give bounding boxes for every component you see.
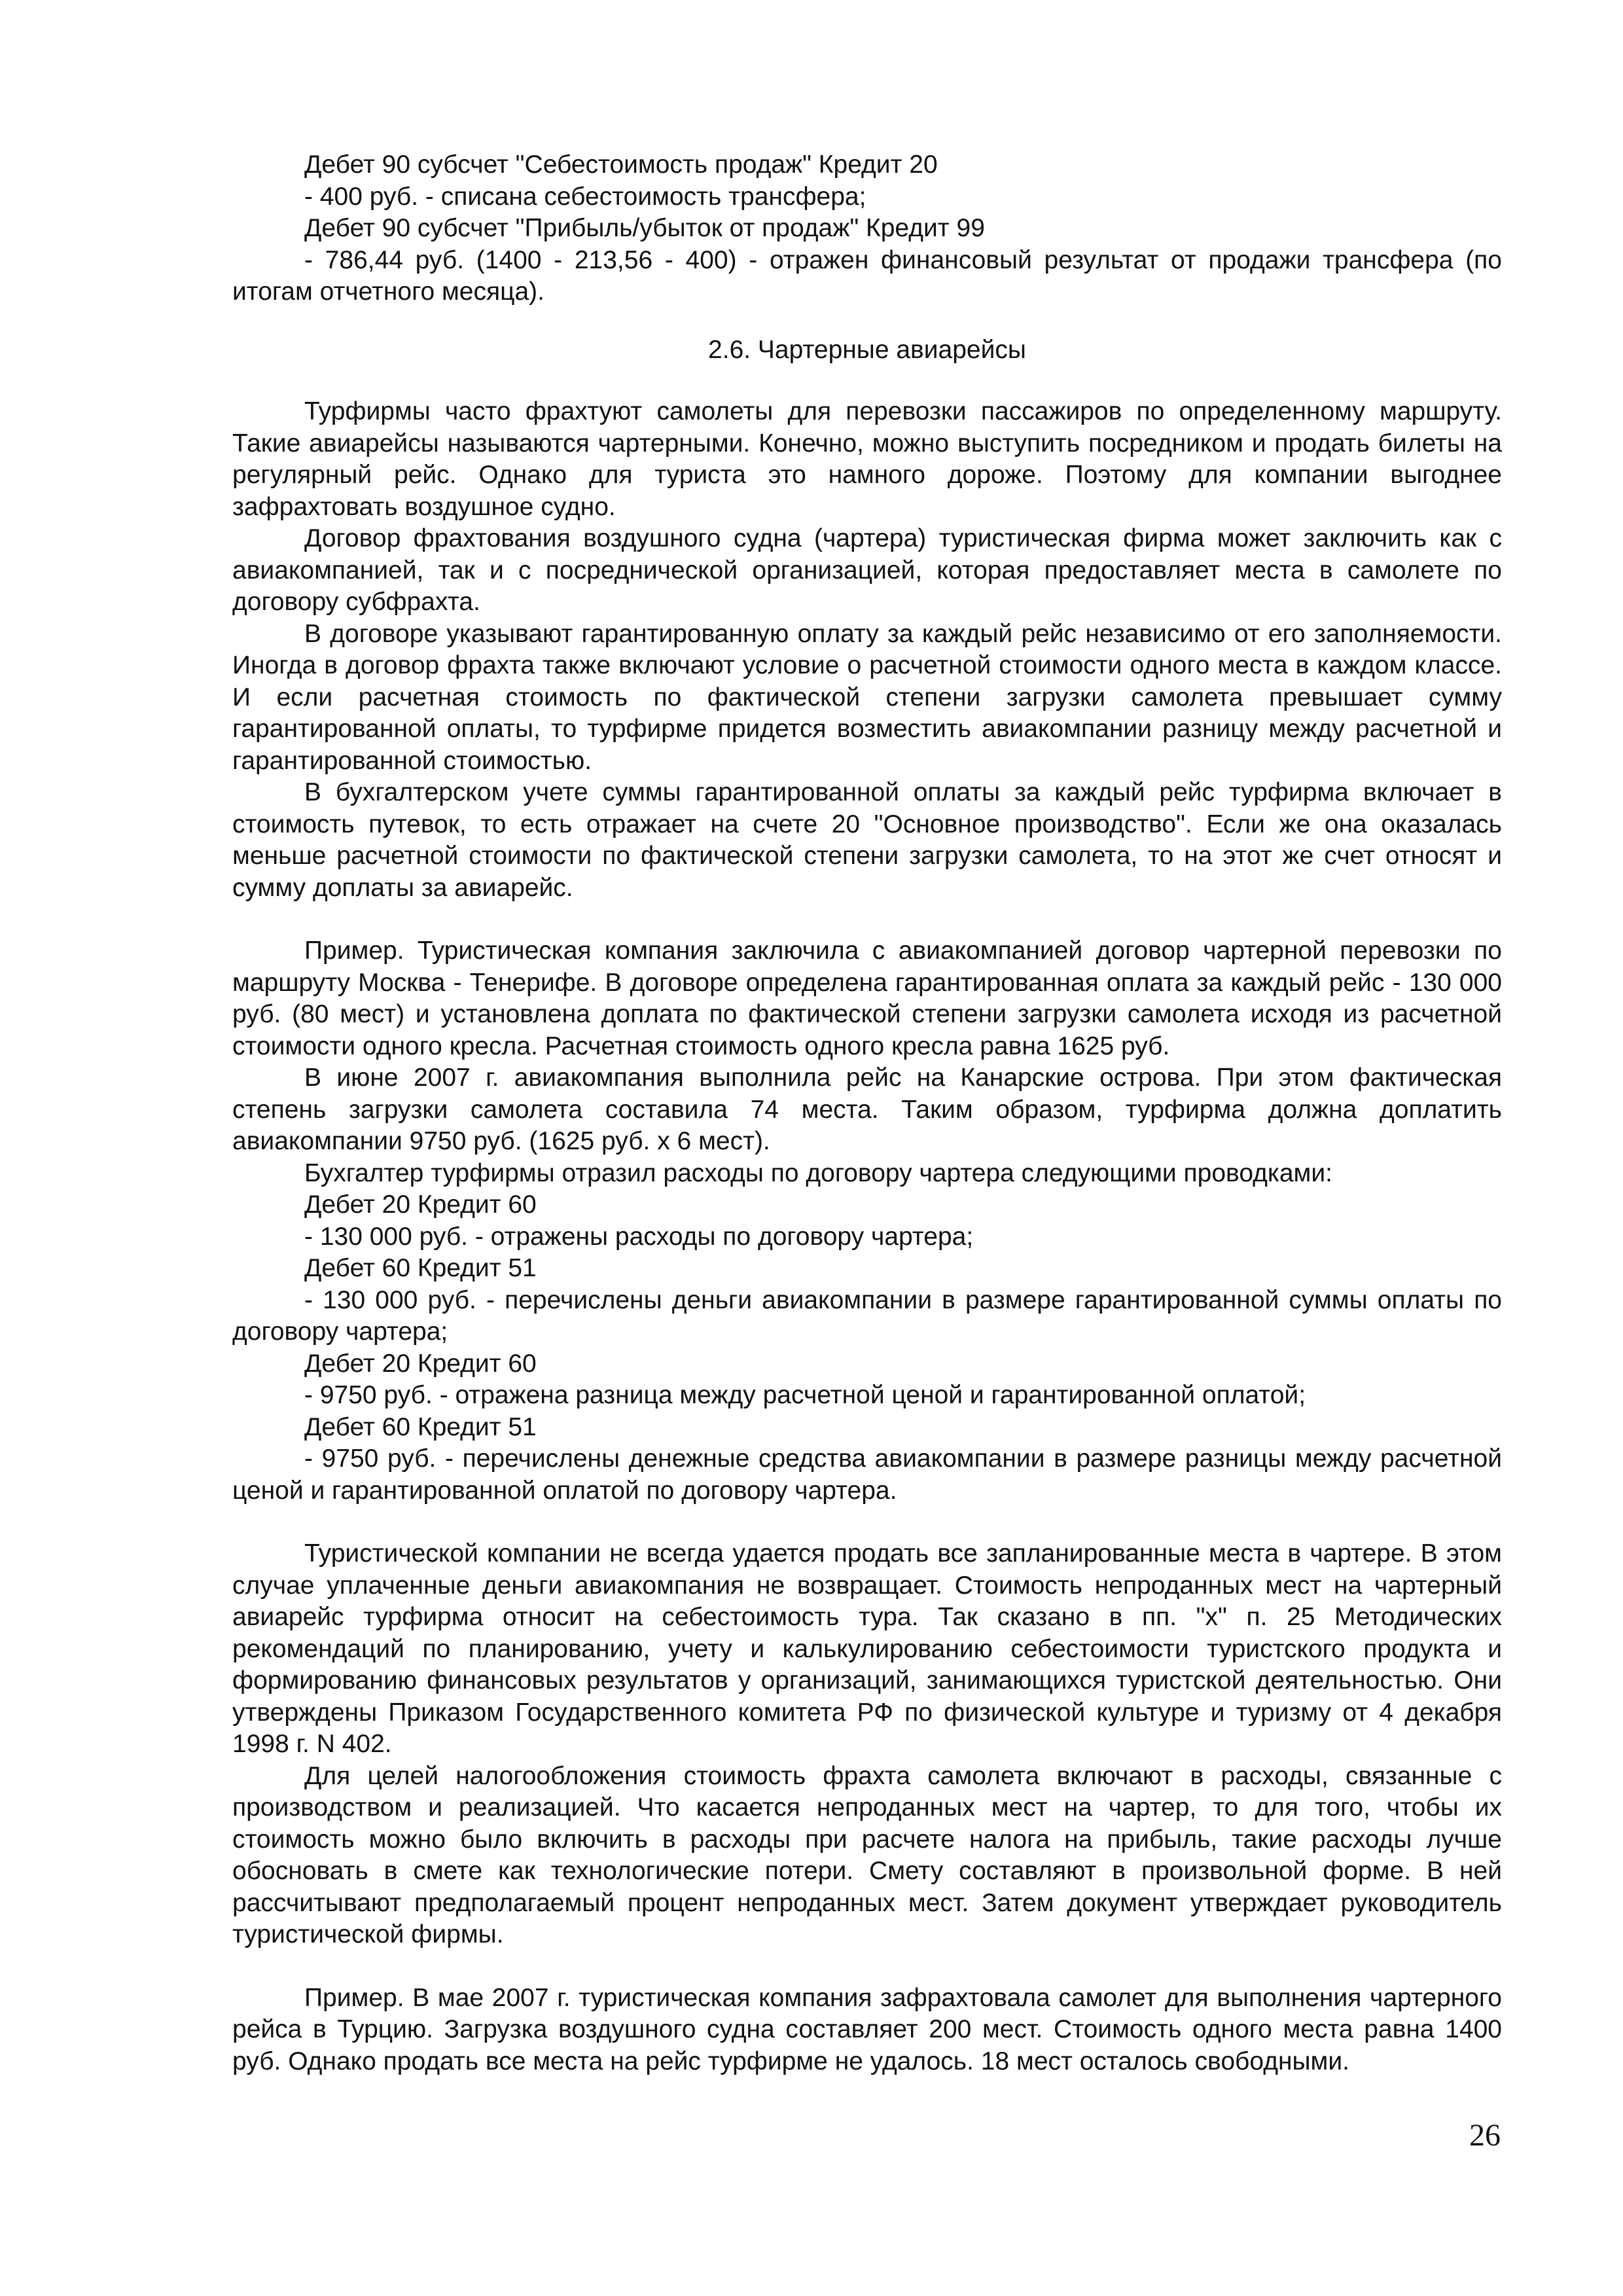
paragraph: - 130 000 руб. - перечислены деньги авиакомпании в размере гарантированной суммы оплаты по договору чартера; [232,1285,1502,1346]
paragraph: Турфирмы часто фрахтуют самолеты для перевозки пассажиров по определенному маршруту. Такие авиарейсы называются чартерными. Конечно, можно выступить посредником и продать билеты на регулярный рейс. Однако для туриста это намного дороже. Поэтому для компании выгоднее зафрахтовать воздушное судно. [232,397,1502,521]
entry-line: Дебет 90 субсчет "Прибыль/убыток от продаж" Кредит 99 [304,214,985,242]
section-title: 2.6. Чартерные авиарейсы [708,335,1026,364]
paragraph: Туристической компании не всегда удается продать все запланированные места в чартере. В этом случае уплаченные деньги авиакомпания не возвращает. Стоимость непроданных мест на чартерный авиарейс турфирма относит на себестоимость тура. Так сказано в пп. "х" п. 25 Методических рекомендаций по планированию, учету и калькулированию себестоимости туристского продукта и формированию финансовых результатов у организаций, занимающихся туристской деятельностью. Они утверждены Приказом Государственного комитета РФ по физической культуре и туризму от 4 декабря 1998 г. N 402. [232,1539,1502,1758]
paragraph: Договор фрахтования воздушного судна (чартера) туристическая фирма может заключить как с авиакомпанией, так и с посреднической организацией, которая предоставляет места в самолете по договору субфрахта. [232,524,1502,616]
paragraph: Бухгалтер турфирмы отразил расходы по договору чартера следующими проводками: [304,1158,1332,1187]
entry-line: Дебет 60 Кредит 51 [304,1412,537,1441]
document-page [232,149,1502,2077]
paragraph: - 786,44 руб. (1400 - 213,56 - 400) - отражен финансовый результат от продажи трансфера (по итогам отчетного месяца). [232,245,1502,306]
example-paragraph: Пример. Туристическая компания заключила с авиакомпанией договор чартерной перевозки по маршруту Москва - Тенерифе. В договоре определена гарантированная оплата за каждый рейс - 130 000 руб. (80 мест) и установлена доплата по фактической степени загрузки самолета исходя из расчетной стоимости одного кресла. Расчетная стоимость одного кресла равна 1625 руб. [232,937,1502,1060]
entry-line: Дебет 90 субсчет "Себестоимость продаж" Кредит 20 [304,151,938,179]
paragraph: Для целей налогообложения стоимость фрахта самолета включают в расходы, связанные с производством и реализацией. Что касается непроданных мест на чартер, то для того, чтобы их стоимость можно было включить в расходы при расчете налога на прибыль, такие расходы лучше обосновать в смете как технологические потери. Смету составляют в произвольной форме. В ней рассчитывают предполагаемый процент непроданных мест. Затем документ утверждает руководитель туристической фирмы. [232,1761,1502,1948]
entry-line: - 400 руб. - списана себестоимость трансфера; [304,182,866,211]
entry-line: Дебет 20 Кредит 60 [304,1349,537,1378]
paragraph-gap [232,904,1502,935]
paragraph: В договоре указывают гарантированную оплату за каждый рейс независимо от его заполняемости. Иногда в договор фрахта также включают условие о расчетной стоимости одного места в каждом классе. И если расчетная стоимость по фактической степени загрузки самолета превышает сумму гарантированной оплаты, то турфирме придется возместить авиакомпании разницу между расчетной и гарантированной стоимостью. [232,619,1502,775]
entry-line: Дебет 20 Кредит 60 [304,1191,537,1219]
entry-line: Дебет 60 Кредит 51 [304,1254,537,1282]
entry-line: - 130 000 руб. - отражены расходы по договору чартера; [304,1222,974,1251]
paragraph: В бухгалтерском учете суммы гарантированной оплаты за каждый рейс турфирма включает в стоимость путевок, то есть отражает на счете 20 "Основное производство". Если же она оказалась меньше расчетной стоимости по фактической степени загрузки самолета, то на этот же счет относят и сумму доплаты за авиарейс. [232,778,1502,902]
paragraph: - 9750 руб. - перечислены денежные средства авиакомпании в размере разницы между расчетной ценой и гарантированной оплатой по договору чартера. [232,1444,1502,1505]
paragraph: В июне 2007 г. авиакомпания выполнила рейс на Канарские острова. При этом фактическая степень загрузки самолета составила 74 места. Таким образом, турфирма должна доплатить авиакомпании 9750 руб. (1625 руб. x 6 мест). [232,1064,1502,1155]
page-number: 26 [1469,2118,1501,2153]
entry-line: - 9750 руб. - отражена разница между расчетной ценой и гарантированной оплатой; [304,1381,1306,1409]
paragraph-gap [232,1951,1502,1982]
paragraph-gap [232,1507,1502,1538]
example-paragraph: Пример. В мае 2007 г. туристическая компания зафрахтовала самолет для выполнения чартерного рейса в Турцию. Загрузка воздушного судна составляет 200 мест. Стоимость одного места равна 1400 руб. Однако продать все места на рейс турфирме не удалось. 18 мест осталось свободными. [232,1983,1502,2075]
